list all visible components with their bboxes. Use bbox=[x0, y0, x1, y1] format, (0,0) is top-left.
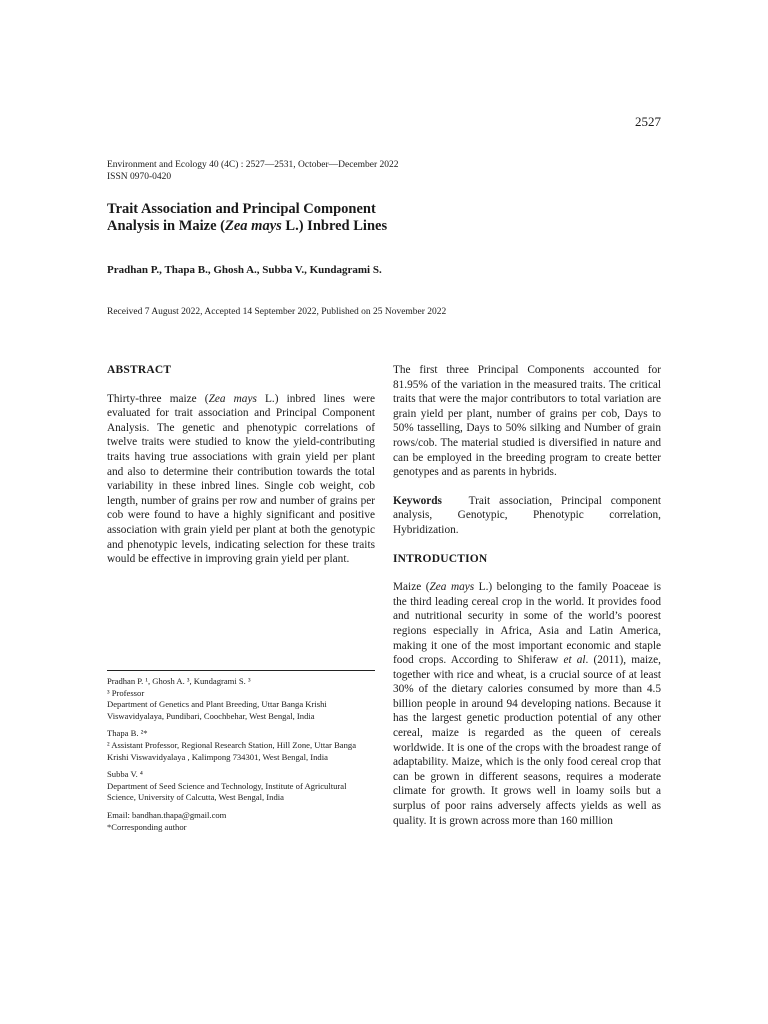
footnote-group-2 bbox=[107, 728, 375, 763]
publication-dates: Received 7 August 2022, Accepted 14 September 2022, Published on 25 November 2022 bbox=[107, 307, 447, 317]
page-number: 2527 bbox=[635, 114, 661, 129]
intro-text-c: . (2011), maize, together with rice and wheat, is a crucial source of at least 30% of the dietary calories consumed by more than 4.5 billion people in around 94 developing nations. Because it has the largest genetic production potential of any other cereal, maize is regarded as the queen of cereals worldwide. It is one of the crops with the broadest range of adaptability. Maize, which is the only food cereal crop that can be grown in different seasons, requires a moderate climate for growth. It grows well in loamy soils but a surplus of poor rains adversely affects yields as well as quality. It is grown across more than 160 million bbox=[393, 654, 662, 827]
introduction-paragraph bbox=[393, 580, 661, 828]
journal-issn: ISSN 0970-0420 bbox=[107, 172, 172, 182]
left-column bbox=[107, 363, 375, 581]
footnote-affiliation: ² Assistant Professor, Regional Research Station, Hill Zone, Uttar Banga Krishi Viswavidyalaya , Kalimpong 734301, West Bengal, India bbox=[107, 739, 357, 762]
intro-et-al: et al bbox=[563, 654, 586, 667]
abstract-heading: ABSTRACT bbox=[107, 364, 172, 376]
paper-title bbox=[107, 201, 507, 235]
intro-text-b: L.) belonging to the family Poaceae is the third leading cereal crop in the world. It provides food and nutritional security in some of the world’s poorest regions especially in Africa, Asia and Latin America, making it one of the most important economic and staple food crops. According to Shiferaw bbox=[393, 581, 661, 667]
keywords-label: Keywords bbox=[393, 494, 442, 507]
abstract-continued: The first three Principal Components accounted for 81.95% of the variation in the measured traits. The critical traits that were the major contributors to total variation are grain yield per plant, number of grains per cob, Days to 50% tasselling, Days to 50% silking and Number of grain rows/cob. The material studied is diversified in nature and can be employed in the breeding program to create better genotypes and as parents in hybrids. bbox=[393, 364, 661, 479]
title-line-2 bbox=[107, 218, 507, 235]
footnote-name: Subba V. ⁴ bbox=[107, 769, 143, 780]
footnote-names: Pradhan P. ¹, Ghosh A. ³, Kundagrami S. ³ bbox=[107, 676, 251, 686]
footnote-affiliation: Department of Genetics and Plant Breeding, Uttar Banga Krishi Viswavidyalaya, Pundibari, Coochbehar, West Bengal, India bbox=[107, 699, 327, 721]
abstract-paragraph bbox=[107, 392, 375, 567]
footnote-corresponding: *Corresponding author bbox=[107, 821, 187, 832]
title-line-2-post: L.) Inbred Lines bbox=[281, 218, 388, 234]
intro-species: Zea mays bbox=[429, 581, 475, 594]
journal-info bbox=[107, 159, 399, 183]
author-footnotes bbox=[107, 670, 375, 833]
journal-citation: Environment and Ecology 40 (4C) : 2527—2531, October—December 2022 bbox=[107, 160, 399, 170]
abstract-text-post: L.) inbred lines were evaluated for trait association and Principal Component Analysis. The genetic and phenotypic correlations of twelve traits were studied to know the yield-contributing traits having true associations with grain yield per plant and also to determine their contribution towards the total variability in these inbred lines. Single cob weight, cob length, number of grains per row and number of grains per cob were found to have a highly significant and positive association with grain yield per plant at both the genotypic and phenotypic levels, indicating selection for these traits would be effective in improving grain yield per plant. bbox=[107, 392, 375, 566]
footnote-group-3 bbox=[107, 769, 375, 804]
footnote-role: ³ Professor bbox=[107, 687, 145, 698]
right-column bbox=[393, 363, 661, 842]
title-line-1: Trait Association and Principal Component bbox=[107, 201, 376, 217]
abstract-text-pre: Thirty-three maize ( bbox=[107, 392, 209, 405]
author-list: Pradhan P., Thapa B., Ghosh A., Subba V., Kundagrami S. bbox=[107, 264, 382, 276]
footnote-name: Thapa B. ²* bbox=[107, 728, 148, 739]
abstract-species: Zea mays bbox=[208, 392, 257, 405]
intro-text-a: Maize ( bbox=[393, 581, 430, 594]
introduction-heading: INTRODUCTION bbox=[393, 552, 488, 565]
footnote-affiliation: Department of Seed Science and Technology, Institute of Agricultural Science, University of Calcutta, West Bengal, India bbox=[107, 780, 347, 803]
keywords-text: Trait association, Principal component analysis, Genotypic, Phenotypic correlation, Hybridization. bbox=[393, 494, 661, 536]
keywords-paragraph bbox=[393, 494, 661, 538]
footnote-group-1 bbox=[107, 676, 375, 722]
title-species: Zea mays bbox=[225, 218, 282, 234]
title-line-2-pre: Analysis in Maize ( bbox=[107, 218, 226, 234]
footnote-email: Email: bandhan.thapa@gmail.com bbox=[107, 809, 227, 820]
